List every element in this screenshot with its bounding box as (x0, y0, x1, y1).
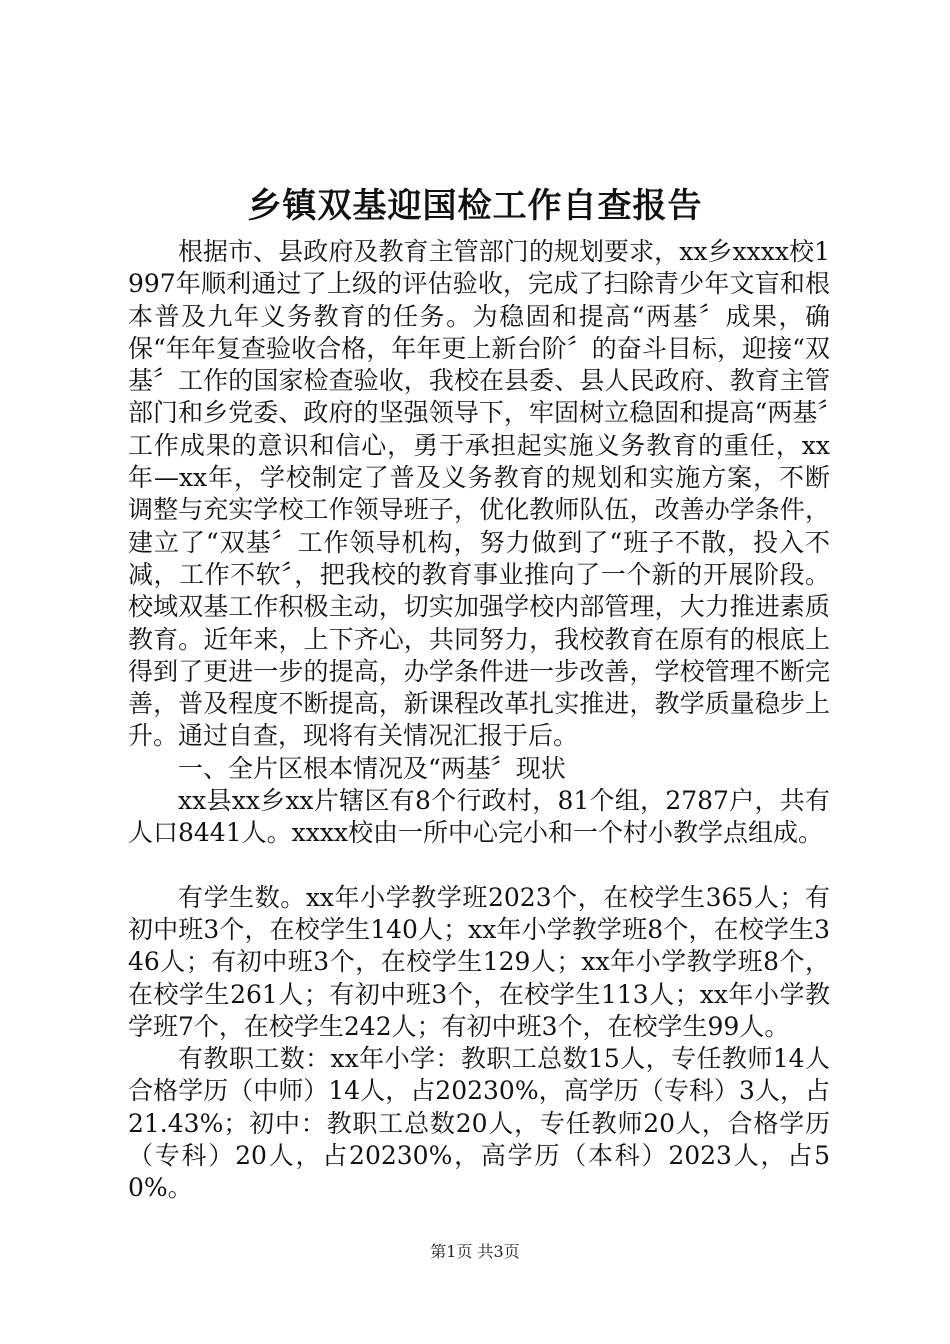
section-heading: 一、全片区根本情况及“两基〞现状 (178, 753, 566, 783)
paragraph-overview: xx县xx乡xx片辖区有8个行政村，81个组，2787户，共有人口8441人。xxxx校由一所中心完小和一个村小教学点组成。 (128, 786, 830, 848)
document-title: 乡镇双基迎国检工作自查报告 (247, 186, 703, 226)
paragraph-staff: 有教职工数：xx年小学：教职工总数15人，专任教师14人合格学历（中师）14人，占20230%，高学历（专科）3人，占21.43%；初中：教职工总数20人，专任教师20人，合格学历（专科）20人，占20230%，高学历（本科）2023人，占50%。 (128, 1044, 830, 1203)
paragraph-students: 有学生数。xx年小学教学班2023个，在校学生365人；有初中班3个，在校学生140人；xx年小学教学班8个，在校学生346人；有初中班3个，在校学生129人；xx年小学教学班8个，在校学生261人；有初中班3个，在校学生113人；xx年小学教学班7个，在校学生242人；有初中班3个，在校学生99人。 (128, 882, 830, 1041)
paragraph-intro: 根据市、县政府及教育主管部门的规划要求，xx乡xxxx校1997年顺利通过了上级的评估验收，完成了扫除青少年文盲和根本普及九年义务教育的任务。为稳固和提高“两基〞成果，确保“年年复查验收合格，年年更上新台阶〞的奋斗目标，迎接“双基〞工作的国家检查验收，我校在县委、县人民政府、教育主管部门和乡党委、政府的坚强领导下，牢固树立稳固和提高“两基〞工作成果的意识和信心，勇于承担起实施义务教育的重任，xx年—xx年，学校制定了普及义务教育的规划和实施方案，不断调整与充实学校工作领导班子，优化教师队伍，改善办学条件，建立了“双基〞工作领导机构，努力做到了“班子不散，投入不减，工作不软〞，把我校的教育事业推向了一个新的开展阶段。校域双基工作积极主动，切实加强学校内部管理，大力推进素质教育。近年来，上下齐心，共同努力，我校教育在原有的根底上得到了更进一步的提高，办学条件进一步改善，学校管理不断完善，普及程度不断提高，新课程改革扎实推进，教学质量稳步上升。通过自查，现将有关情况汇报于后。 (128, 237, 830, 751)
document-body (128, 236, 830, 1205)
page-footer: 第1页 共3页 (430, 1242, 520, 1261)
